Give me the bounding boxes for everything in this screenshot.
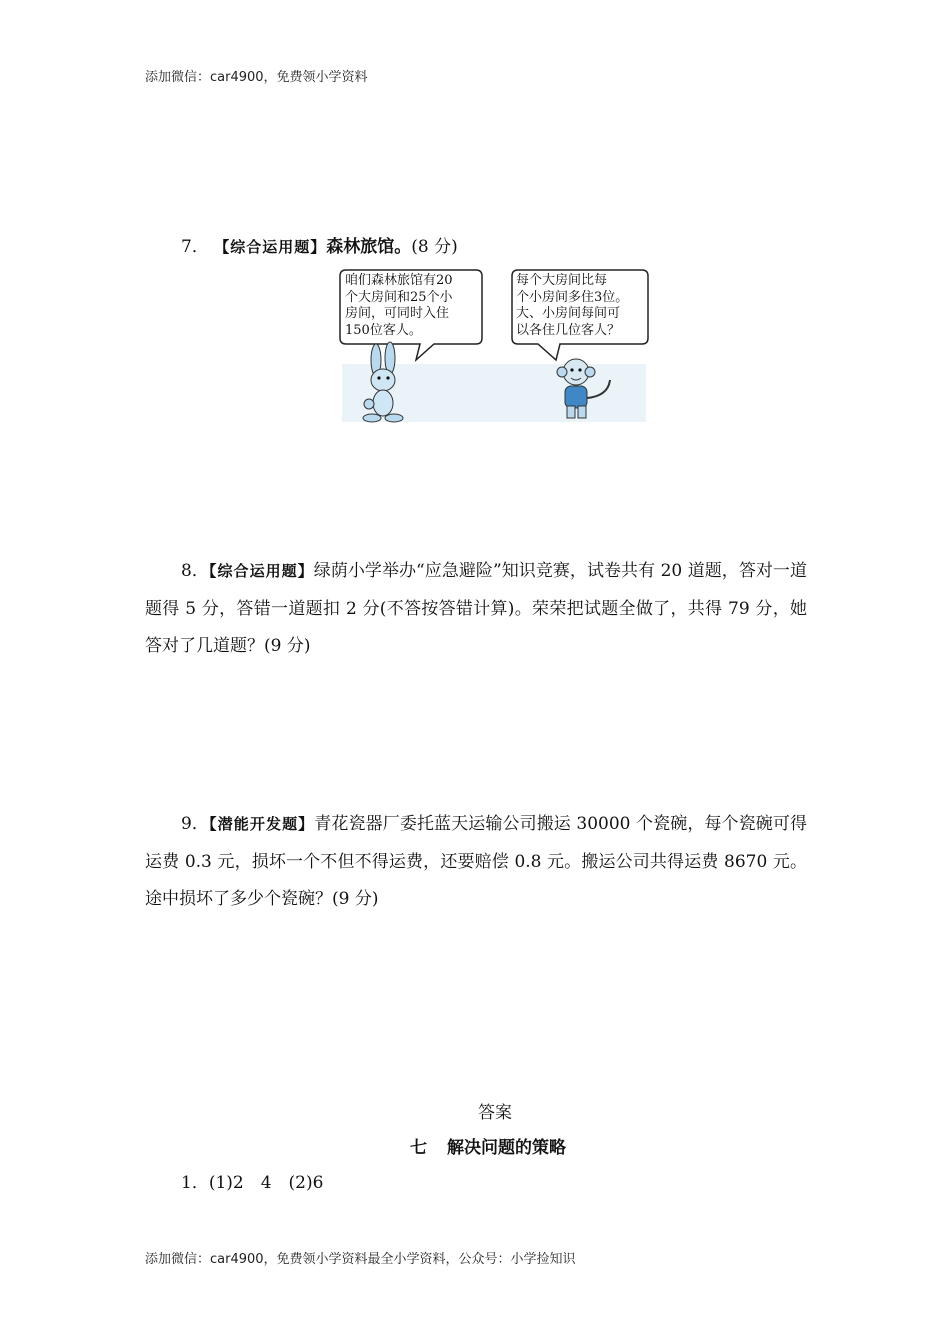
chapter-number: 七 bbox=[410, 1138, 427, 1158]
question-8 bbox=[145, 553, 807, 666]
question-7-title: 森林旅馆。 bbox=[326, 237, 412, 257]
left-bubble-line: 个大房间和25个小 bbox=[345, 289, 453, 305]
question-8-text: 绿荫小学举办“应急避险”知识竞赛，试卷共有 20 道题，答对一道题得 5 分，答错一道题扣 2 分(不答按答错计算)。荣荣把试题全做了，共得 79 分，她答对了几道题？(9 分) bbox=[145, 561, 807, 656]
footer-note: 添加微信：car4900，免费领小学资料最全小学资料，公众号：小学捡知识 bbox=[145, 1252, 576, 1267]
question-7 bbox=[181, 232, 458, 257]
left-bubble-line: 150位客人。 bbox=[345, 322, 422, 338]
question-7-tag: 【综合运用题】 bbox=[214, 238, 327, 256]
right-bubble-line: 大、小房间每间可 bbox=[516, 306, 621, 321]
right-bubble-line: 以各住几位客人？ bbox=[516, 322, 621, 338]
left-bubble-line: 房间，可同时入住 bbox=[345, 306, 450, 321]
question-9-number: 9． bbox=[181, 814, 210, 834]
question-8-number: 8． bbox=[181, 561, 209, 581]
header-note: 添加微信：car4900，免费领小学资料 bbox=[145, 70, 368, 85]
right-bubble-line: 每个大房间比每 bbox=[516, 273, 608, 288]
question-7-number: 7． bbox=[181, 237, 209, 257]
answer-item-1: 1．(1)2 4 (2)6 bbox=[181, 1173, 324, 1193]
question-9-text: 青花瓷器厂委托蓝天运输公司搬运 30000 个瓷碗，每个瓷碗可得运费 0.3 元，损坏一个不但不得运费，还要赔偿 0.8 元。搬运公司共得运费 8670 元。途中损坏了多少个瓷碗？(9 分) bbox=[145, 814, 807, 909]
chapter-title: 解决问题的策略 bbox=[447, 1138, 566, 1158]
question-8-tag: 【综合运用题】 bbox=[208, 562, 314, 580]
question-7-points: (8 分) bbox=[411, 237, 458, 257]
question-9-tag: 【潜能开发题】 bbox=[209, 815, 315, 833]
left-bubble-text bbox=[345, 273, 485, 339]
right-bubble-text bbox=[516, 273, 648, 339]
question-9 bbox=[145, 806, 807, 919]
right-bubble-line: 个小房间多住3位。 bbox=[516, 289, 629, 305]
left-bubble-line: 咱们森林旅馆有20 bbox=[345, 273, 453, 288]
answers-title: 答案 bbox=[478, 1103, 512, 1123]
answers-chapter bbox=[410, 1133, 566, 1158]
